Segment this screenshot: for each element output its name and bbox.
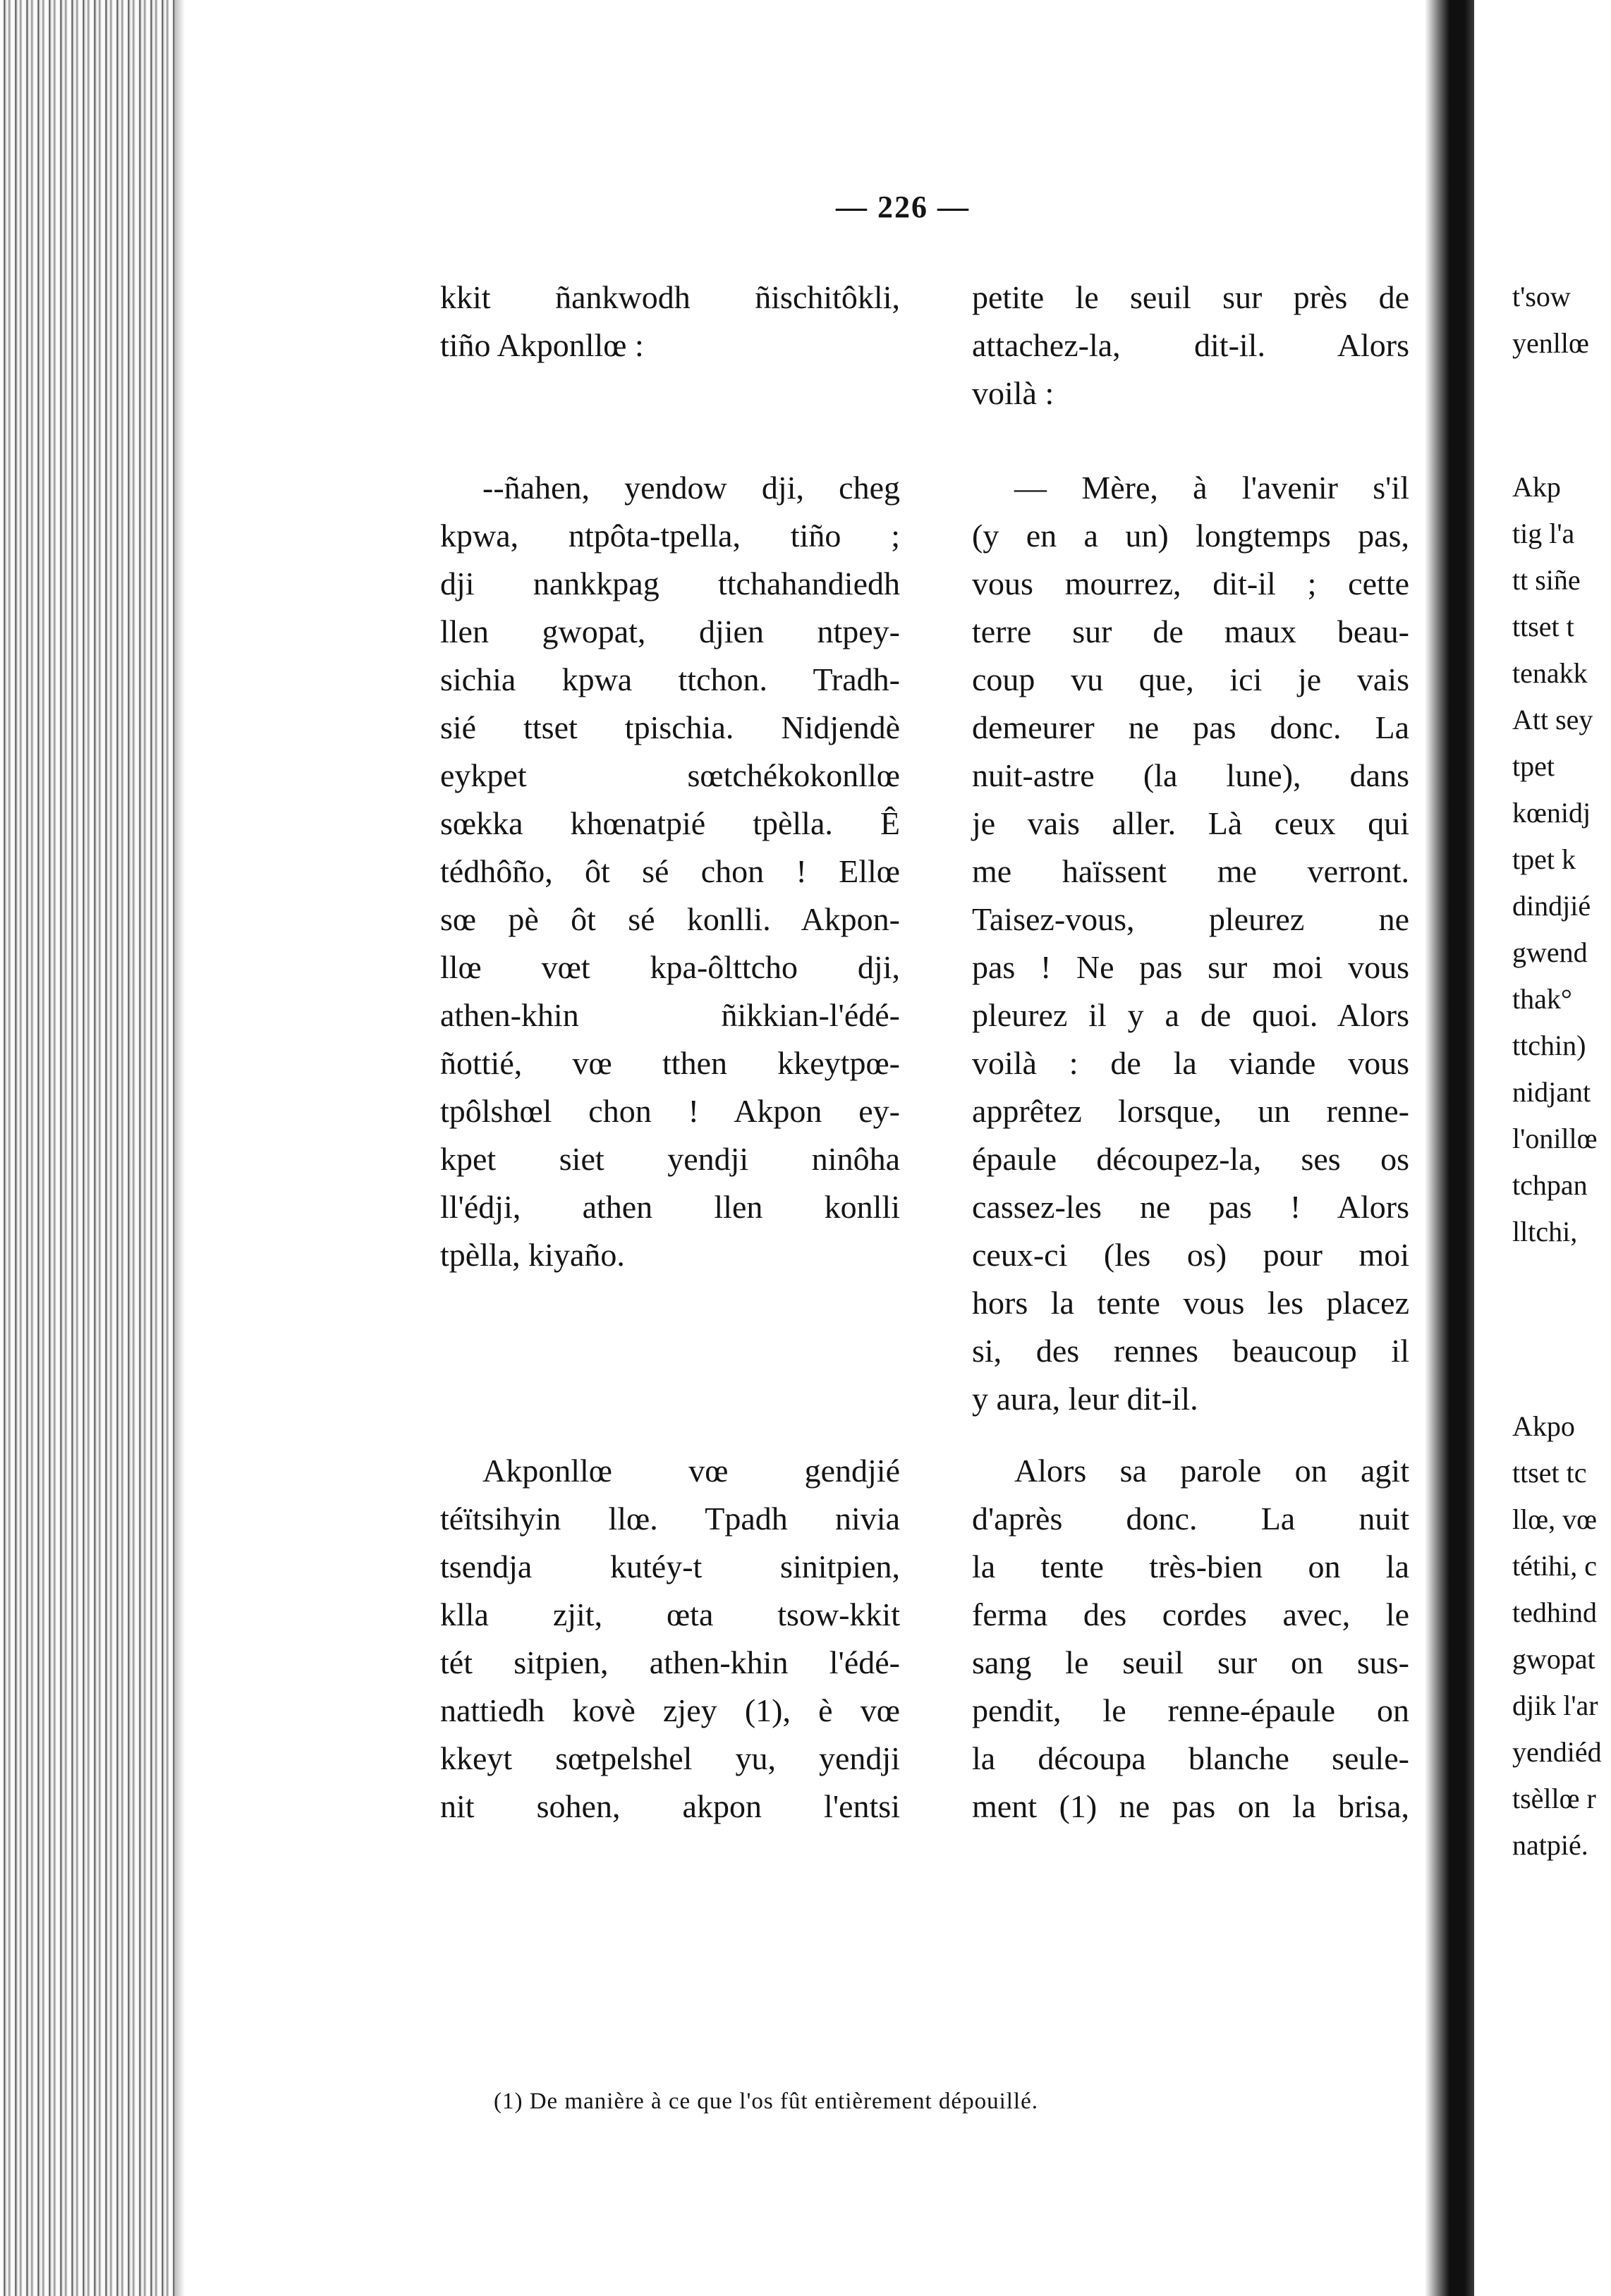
text-fragment: tig l'a xyxy=(1512,518,1575,549)
text-fragment: tt siñe xyxy=(1512,564,1581,596)
text-fragment: ttchin) xyxy=(1512,1030,1586,1061)
text-line: sœ pè ôt sé konlli. Akpon- xyxy=(440,901,900,937)
text-line: épaule découpez-la, ses os xyxy=(972,1141,1409,1177)
text-fragment: tsèllœ r xyxy=(1512,1783,1596,1814)
text-line: tpèlla, kiyaño. xyxy=(440,1237,625,1273)
text-line: kkeyt sœtpelshel yu, yendji xyxy=(440,1740,900,1776)
text-fragment: Att sey xyxy=(1512,704,1593,735)
text-fragment: tétihi, c xyxy=(1512,1550,1597,1582)
paragraph xyxy=(440,1447,900,1831)
text-line: klla zjit, œta tsow-kkit xyxy=(440,1596,900,1632)
text-fragment: llœ, vœ xyxy=(1512,1503,1597,1535)
text-line: vous mourrez, dit-il ; cette xyxy=(972,566,1409,602)
text-fragment: thak° xyxy=(1512,983,1572,1015)
text-line: ll'édji, athen llen konlli xyxy=(440,1189,900,1225)
text-fragment: dindjié xyxy=(1512,890,1591,922)
text-line: sié ttset tpischia. Nidjendè xyxy=(440,709,900,745)
text-line: téïtsihyin llœ. Tpadh nivia xyxy=(440,1501,900,1537)
text-fragment: tedhind xyxy=(1512,1596,1597,1628)
text-line: tiño Akponllœ : xyxy=(440,327,644,363)
paragraph xyxy=(972,1447,1409,1831)
text-line: llœ vœt kpa-ôlttcho dji, xyxy=(440,949,900,985)
text-fragment: kœnidj xyxy=(1512,797,1591,829)
text-fragment: tpet k xyxy=(1512,843,1576,875)
text-line: je vais aller. Là ceux qui xyxy=(972,805,1409,841)
text-line: eykpet sœtchékokonllœ xyxy=(440,757,900,793)
text-fragment: gwopat xyxy=(1512,1643,1595,1675)
text-line: hors la tente vous les placez xyxy=(972,1285,1409,1321)
text-line: tét sitpien, athen-khin l'édé- xyxy=(440,1644,900,1680)
text-line: terre sur de maux beau- xyxy=(972,613,1409,649)
text-line: nuit-astre (la lune), dans xyxy=(972,757,1409,793)
text-fragment: tchpan xyxy=(1512,1169,1588,1201)
text-line: — Mère, à l'avenir s'il xyxy=(1014,470,1409,506)
dene-text-column xyxy=(440,464,900,1279)
text-fragment: Akp xyxy=(1512,471,1561,503)
text-fragment: tpet xyxy=(1512,750,1555,782)
text-line: --ñahen, yendow dji, cheg xyxy=(482,470,900,506)
text-fragment: ttset t xyxy=(1512,611,1574,642)
text-line: sœkka khœnatpié tpèlla. Ê xyxy=(440,805,900,841)
text-fragment: t'sow xyxy=(1512,281,1571,312)
page-number: — 226 — xyxy=(836,190,970,224)
footnote: (1) De manière à ce que l'os fût entièrement dépouillé. xyxy=(494,2089,1038,2114)
text-line: pas ! Ne pas sur moi vous xyxy=(972,949,1409,985)
book-page-edge xyxy=(0,0,185,2296)
text-fragment: natpié. xyxy=(1512,1829,1588,1861)
dene-text-column xyxy=(440,274,900,370)
dene-text-column xyxy=(440,1447,900,1831)
text-line: attachez-la, dit-il. Alors xyxy=(972,327,1409,363)
text-line: sichia kpwa ttchon. Tradh- xyxy=(440,661,900,697)
text-line: pleurez il y a de quoi. Alors xyxy=(972,997,1409,1033)
text-line: nattiedh kovè zjey (1), è vœ xyxy=(440,1692,900,1728)
text-line: ñottié, vœ tthen kkeytpœ- xyxy=(440,1045,900,1081)
text-line: cassez-les ne pas ! Alors xyxy=(972,1189,1409,1225)
text-line: demeurer ne pas donc. La xyxy=(972,709,1409,745)
text-line: nit sohen, akpon l'entsi xyxy=(440,1788,900,1824)
text-line: coup vu que, ici je vais xyxy=(972,661,1409,697)
text-fragment: Akpo xyxy=(1512,1410,1575,1442)
text-line: tédhôño, ôt sé chon ! Ellœ xyxy=(440,853,900,889)
text-line: apprêtez lorsque, un renne- xyxy=(972,1093,1409,1129)
text-line: llen gwopat, djien ntpey- xyxy=(440,613,900,649)
text-line: la tente très-bien on la xyxy=(972,1549,1409,1584)
text-fragment: yenllœ xyxy=(1512,327,1589,359)
text-line: me haïssent me verront. xyxy=(972,853,1409,889)
text-fragment: tenakk xyxy=(1512,657,1588,689)
text-fragment: lltchi, xyxy=(1512,1216,1578,1247)
book-gutter xyxy=(1425,0,1474,2296)
french-text-column xyxy=(972,1447,1409,1831)
text-line: voilà : de la viande vous xyxy=(972,1045,1409,1081)
text-line: la découpa blanche seule- xyxy=(972,1740,1409,1776)
text-line: dji nankkpag ttchahandiedh xyxy=(440,566,900,602)
text-line: pendit, le renne-épaule on xyxy=(972,1692,1409,1728)
paragraph xyxy=(972,274,1409,417)
text-line: athen-khin ñikkian-l'édé- xyxy=(440,997,900,1033)
text-fragment: ttset tc xyxy=(1512,1457,1587,1489)
text-fragment: nidjant xyxy=(1512,1076,1591,1108)
text-line: voilà : xyxy=(972,375,1054,411)
text-fragment: yendiéd xyxy=(1512,1736,1602,1768)
text-line: ferma des cordes avec, le xyxy=(972,1596,1409,1632)
text-line: Akponllœ vœ gendjié xyxy=(482,1453,900,1489)
french-text-column xyxy=(972,274,1409,417)
text-line: y aura, leur dit-il. xyxy=(972,1381,1198,1417)
text-line: si, des rennes beaucoup il xyxy=(972,1333,1409,1369)
text-line: petite le seuil sur près de xyxy=(972,279,1409,315)
text-line: (y en a un) longtemps pas, xyxy=(972,518,1409,554)
text-line: Taisez-vous, pleurez ne xyxy=(972,901,1409,937)
text-line: kpwa, ntpôta-tpella, tiño ; xyxy=(440,518,900,554)
text-line: kkit ñankwodh ñischitôkli, xyxy=(440,279,900,315)
paragraph xyxy=(440,464,900,1279)
text-fragment: djik l'ar xyxy=(1512,1690,1598,1721)
next-page-fragment xyxy=(1474,0,1611,2296)
text-fragment: l'onillœ xyxy=(1512,1123,1598,1154)
text-line: ceux-ci (les os) pour moi xyxy=(972,1237,1409,1273)
text-line: Alors sa parole on agit xyxy=(1014,1453,1409,1489)
text-fragment: gwend xyxy=(1512,936,1588,968)
paragraph xyxy=(972,464,1409,1423)
text-line: kpet siet yendji ninôha xyxy=(440,1141,900,1177)
paragraph xyxy=(440,274,900,370)
text-line: tpôlshœl chon ! Akpon ey- xyxy=(440,1093,900,1129)
text-line: d'après donc. La nuit xyxy=(972,1501,1409,1537)
text-line: tsendja kutéy-t sinitpien, xyxy=(440,1549,900,1584)
text-line: ment (1) ne pas on la brisa, xyxy=(972,1788,1409,1824)
text-line: sang le seuil sur on sus- xyxy=(972,1644,1409,1680)
french-text-column xyxy=(972,464,1409,1423)
